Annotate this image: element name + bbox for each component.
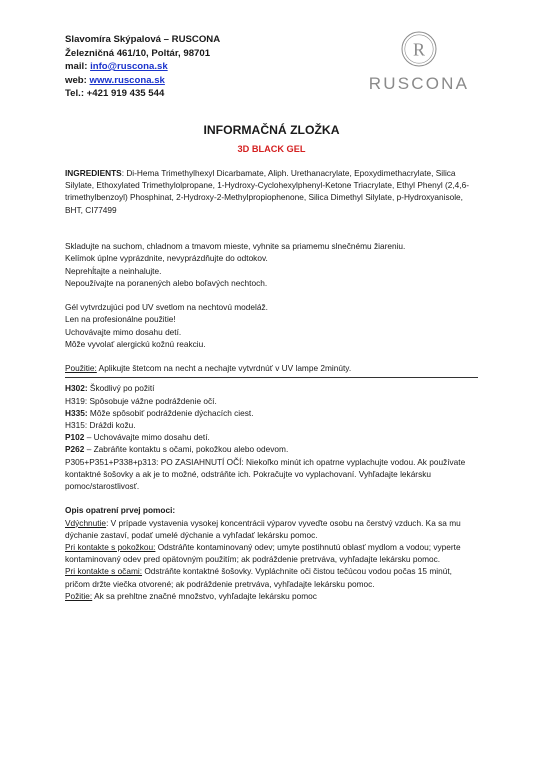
hazard-line — [65, 407, 478, 419]
hazard-line — [65, 395, 478, 407]
first-aid-text: : V prípade vystavenia vysokej koncentrácii výparov vyveďte osobu na čerstvý vzduch. Ka sa mu dýchanie zastaví, podať umelé dýchanie a vyhľadať lekársku pomoc. — [65, 517, 461, 540]
storage-line: Skladujte na suchom, chladnom a tmavom mieste, vyhnite sa priamemu slnečnému žiareniu. — [65, 241, 406, 252]
storage-line: Neprehĺtajte a neinhalujte. — [65, 265, 162, 276]
hazard-line — [65, 443, 478, 455]
hazard-code: P262 — [65, 444, 85, 455]
hazard-text: – Zabráňte kontaktu s očami, pokožkou alebo odevom. — [84, 444, 289, 455]
document-body — [65, 167, 478, 602]
mail-link[interactable]: info@ruscona.sk — [90, 61, 168, 72]
web-link[interactable]: www.ruscona.sk — [89, 74, 165, 86]
usage-text: Aplikujte štetcom na necht a nechajte vytvrdnúť v UV lampe 2minúty. — [96, 363, 352, 374]
info-line: Môže vyvolať alergickú kožnú reakciu. — [65, 338, 206, 349]
precaution-paragraph: P305+P351+P338+p313: PO ZASIAHNUTÍ OČÍ: Niekoľko minút ich opatrne vyplachujte vodou. Ak používate kontaktné šošovky a ak je to možné, odstráňte ich. Pokračujte vo vyplachovaní. Vyhľadajte lekársku pomoc/starostlivosť. — [65, 456, 466, 492]
svg-text:R: R — [412, 39, 426, 60]
ruscona-logo — [356, 30, 482, 100]
first-aid-label: Vdýchnutie — [65, 517, 107, 528]
logo-text: RUSCONA — [368, 74, 470, 93]
info-line: Gél vytvrdzujúci pod UV svetlom na nechtovú modeláž. — [65, 302, 268, 313]
hazard-code: H302: — [65, 383, 88, 394]
product-name: 3D BLACK GEL — [237, 144, 306, 154]
document-title: INFORMAČNÁ ZLOŽKA — [203, 123, 340, 137]
divider — [65, 377, 478, 378]
hazard-text: Škodlivý po požití — [87, 383, 155, 394]
hazard-text: Dráždi kožu. — [87, 420, 136, 430]
web-label: web: — [65, 74, 87, 86]
first-aid-label: Požitie: — [65, 590, 93, 601]
first-aid-text: Odstráňte kontaktné šošovky. Vypláchnite oči čistou tečúcou vodou počas 15 minút, pričom držte viečka otvorené; ak podráždenie pretrváva, vyhľadajte lekársku pomoc. — [65, 566, 452, 589]
first-aid-label: Pri kontakte s pokožkou: — [65, 542, 156, 553]
first-aid-item — [65, 565, 478, 589]
hazard-code: H315: — [65, 420, 88, 430]
info-line: Uchovávajte mimo dosahu detí. — [65, 326, 182, 337]
first-aid-item — [65, 541, 478, 565]
hazard-code: H335: — [65, 407, 88, 418]
web-row — [65, 74, 220, 88]
first-aid-heading: Opis opatrení prvej pomoci: — [65, 505, 176, 516]
storage-line: Nepoužívajte na poranených alebo boľavých nechtoch. — [65, 277, 268, 288]
company-header — [65, 33, 220, 101]
hazard-text: Spôsobuje vážne podráždenie očí. — [87, 395, 217, 406]
mail-label: mail: — [65, 61, 88, 72]
ingredients-text: : Di-Hema Trimethylhexyl Dicarbamate, Aliph. Urethanacrylate, Epoxydimethacrylate, Silica Silylate, Ethoxylated Trimethylolpropane, 1-Hydroxy-Cyclohexylphenyl-Ketone Triacrylate, Ethyl Phenyl (2,4,6-trimethylbenzoyl) Phosphinat, 2-Hydroxy-2-Methylpropiophenone, Silica Dimethyl Silylate, p-Hydroxyanisole, BHT, CI77499 — [65, 168, 469, 215]
first-aid-item — [65, 590, 478, 602]
hazard-line — [65, 431, 478, 443]
hazard-line — [65, 419, 478, 431]
usage-label: Použitie: — [65, 363, 97, 374]
first-aid-text: Ak sa prehltne značné množstvo, vyhľadajte lekársku pomoc — [92, 590, 317, 601]
usage-line — [65, 362, 478, 374]
storage-line: Kelímok úplne vyprázdnite, nevyprázdňujte do odtokov. — [65, 253, 268, 264]
hazard-line — [65, 382, 478, 394]
first-aid-text: Odstráňte kontaminovaný odev; umyte postihnutú oblasť mydlom a vodou; vyperte kontaminovaný odev pred opätovným použitím; ak podráždenie pretrváva, vyhľadajte lekársku pomoc. — [65, 542, 461, 565]
ingredients-label: INGREDIENTS — [65, 168, 122, 178]
phone: Tel.: +421 919 435 544 — [65, 88, 165, 99]
ingredients-paragraph — [65, 167, 478, 216]
first-aid-label: Pri kontakte s očami: — [65, 566, 143, 577]
info-line: Len na profesionálne použitie! — [65, 314, 176, 325]
company-name: Slavomíra Skýpalová – RUSCONA — [65, 34, 221, 45]
hazard-text: – Uchovávajte mimo dosahu detí. — [84, 432, 210, 443]
hazard-text: Môže spôsobiť podráždenie dýchacích ciest. — [87, 407, 254, 418]
hazard-code: P102 — [65, 432, 85, 443]
ruscona-r-logo-icon — [356, 30, 482, 74]
first-aid-item — [65, 517, 478, 541]
company-address: Železničná 461/10, Poltár, 98701 — [65, 47, 211, 59]
hazard-code: H319: — [65, 395, 88, 406]
mail-row — [65, 60, 220, 74]
